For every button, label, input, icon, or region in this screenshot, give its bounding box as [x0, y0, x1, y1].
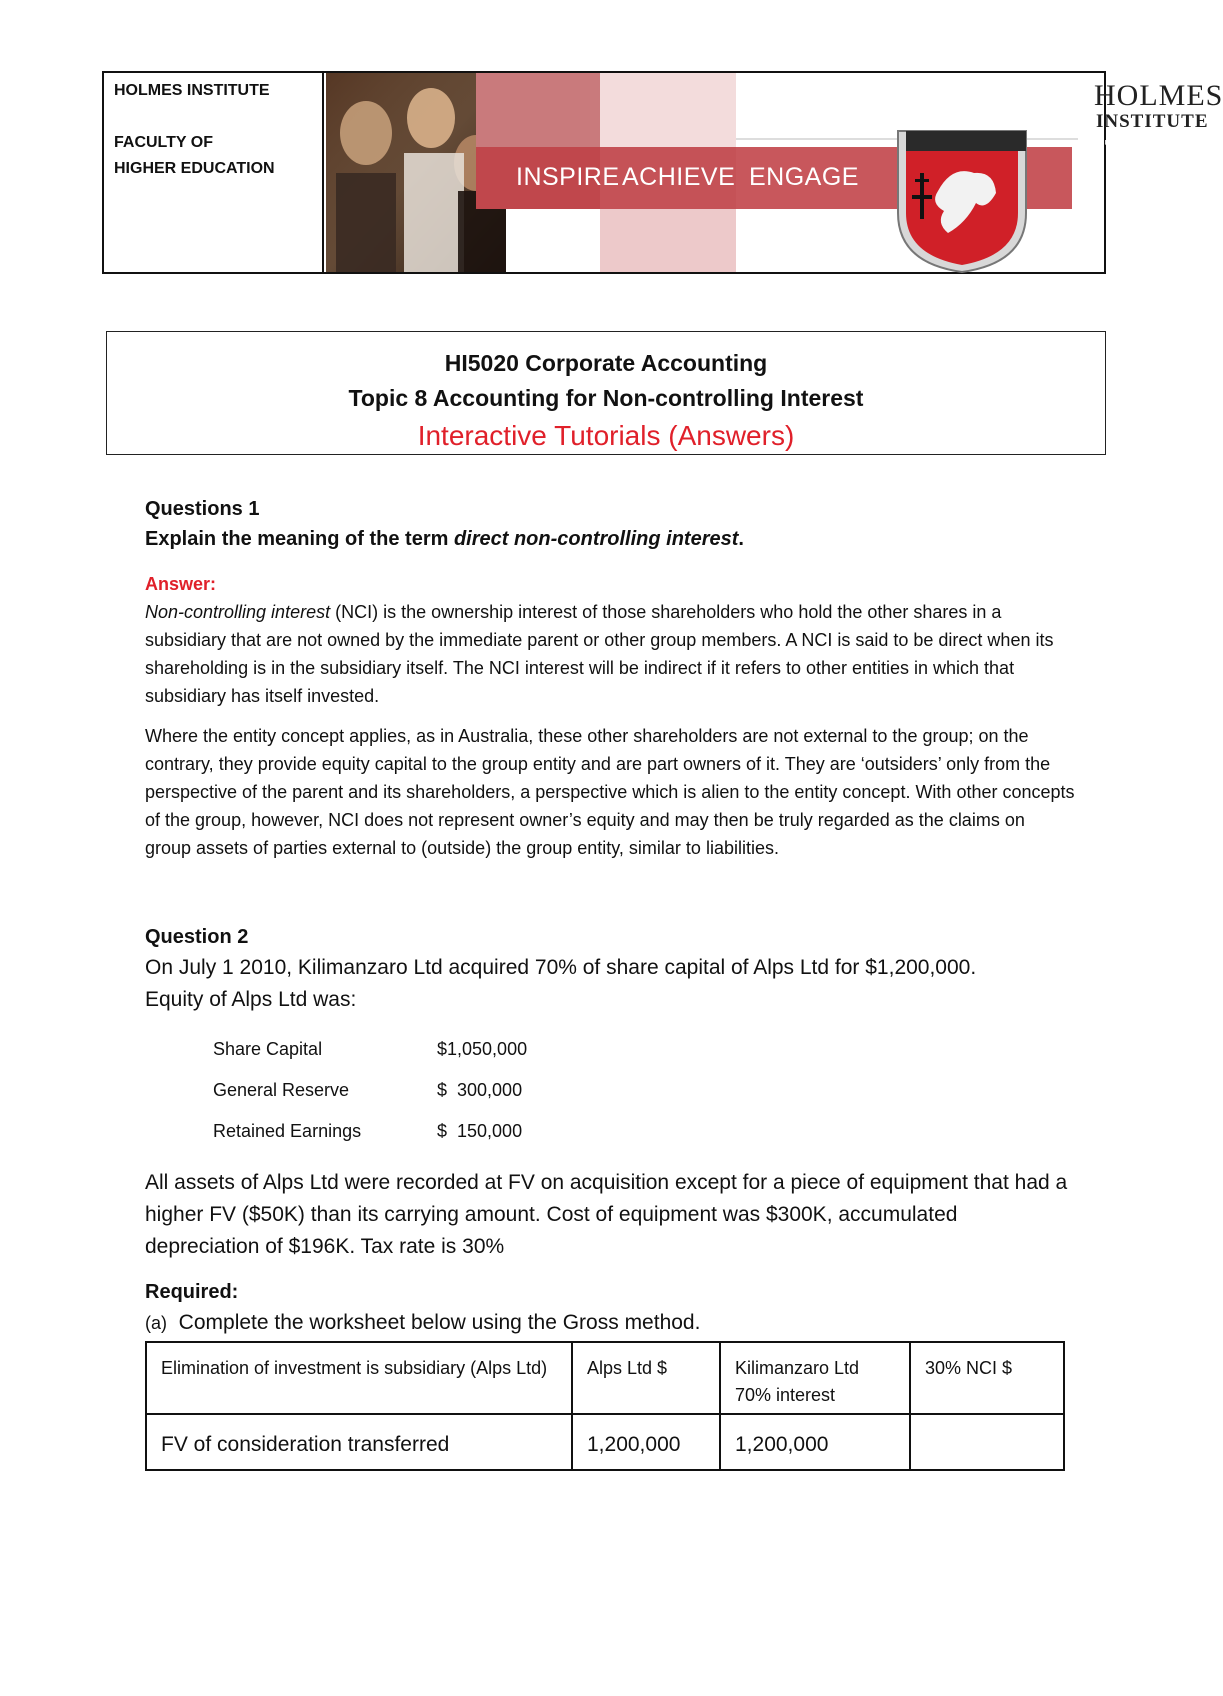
worksheet-header-cell: 30% NCI $ — [910, 1342, 1064, 1414]
slogan-engage: ENGAGE — [749, 163, 859, 191]
q1-prompt-prefix: Explain the meaning of the term — [145, 528, 454, 550]
institute-name: HOLMES INSTITUTE — [114, 82, 270, 99]
worksheet-cell: FV of consideration transferred — [146, 1414, 572, 1470]
worksheet-row — [146, 1414, 1064, 1470]
equity-value: $1,050,000 — [437, 1038, 528, 1059]
logo-motto: Cum Propris Suis Alis Volat — [1098, 137, 1208, 147]
institute-block — [104, 73, 324, 272]
banner-block — [476, 73, 600, 147]
faculty-line-2: HIGHER EDUCATION — [114, 160, 275, 177]
part-a-instruction — [145, 1307, 1075, 1339]
worksheet-header-cell: Kilimanzaro Ltd 70% interest — [720, 1342, 910, 1414]
answer-paragraph-2: Where the entity concept applies, as in Australia, these other shareholders are not external to the group; on the contrary, they provide equity capital to the group entity and are part owners of it. They are ‘outsiders’ only from the perspective of the parent and its shareholders, a perspective which is alien to the entity concept. With other concepts of the group, however, NCI does not represent owner’s equity and may then be truly regarded as the claims on group assets of parties external to (outside) the group entity, similar to liabilities. — [145, 726, 1075, 858]
tutorial-subtitle: Interactive Tutorials (Answers) — [417, 420, 795, 451]
answer-term: Non-controlling interest — [145, 602, 331, 622]
answer-paragraph-1-text: (NCI) is the ownership interest of those shareholders who hold the other shares in a subsidiary that are not owned by the immediate parent or other group members. A NCI is said to be direct when its shareholding is in the subsidiary itself. The NCI interest will be indirect if it refers to other entities in which that subsidiary has itself invested. — [145, 602, 1054, 706]
q2-intro-line-1: On July 1 2010, Kilimanzaro Ltd acquired 70% of share capital of Alps Ltd for $1,200,000. — [145, 956, 977, 979]
logo-wordmark: HOLMES — [1094, 79, 1223, 112]
answer-paragraph-1 — [145, 598, 1075, 710]
q1-prompt-term: direct non-controlling interest — [453, 528, 739, 550]
q2-assets-text: All assets of Alps Ltd were recorded at FV on acquisition except for a piece of equipment that had a higher FV ($50K) than its carrying amount. Cost of equipment was $300K, accumulated depreciation of $196K. Tax rate is 30% — [145, 1171, 1068, 1258]
course-title: HI5020 Corporate Accounting — [444, 350, 768, 376]
equity-label: General Reserve — [213, 1079, 350, 1100]
required-label: Required: — [145, 1281, 239, 1303]
slogan-achieve: ACHIEVE — [622, 163, 736, 191]
worksheet-header-cell: Alps Ltd $ — [572, 1342, 720, 1414]
header-banner — [102, 71, 1223, 274]
slogan-inspire: INSPIRE — [516, 163, 620, 191]
document-body — [145, 494, 1075, 1471]
equity-label: Retained Earnings — [213, 1120, 362, 1141]
worksheet-table — [145, 1341, 1065, 1471]
equity-row — [213, 1069, 527, 1110]
equity-table — [213, 1028, 527, 1151]
answer-label: Answer: — [145, 574, 217, 594]
equity-row — [213, 1110, 527, 1151]
equity-value: $ 300,000 — [437, 1079, 523, 1100]
topic-title: Topic 8 Accounting for Non-controlling Interest — [348, 385, 864, 411]
title-box — [106, 331, 1106, 455]
worksheet-header-row — [146, 1342, 1064, 1414]
worksheet-cell: 1,200,000 — [572, 1414, 720, 1470]
logo-subtitle: INSTITUTE — [1096, 111, 1209, 132]
worksheet-cell[interactable] — [910, 1414, 1064, 1470]
equity-label: Share Capital — [213, 1038, 323, 1059]
banner-artwork — [326, 73, 1223, 272]
equity-row — [213, 1028, 527, 1069]
part-a-letter: (a) — [145, 1313, 167, 1333]
q1-prompt-suffix: . — [738, 528, 744, 550]
q1-heading: Questions 1 — [145, 498, 260, 520]
q2-intro-line-2: Equity of Alps Ltd was: — [145, 988, 357, 1011]
equity-value: $ 150,000 — [437, 1120, 523, 1141]
worksheet-header-cell: Elimination of investment is subsidiary (Alps Ltd) — [146, 1342, 572, 1414]
q2-heading: Question 2 — [145, 926, 249, 948]
part-a-text: Complete the worksheet below using the Gross method. — [178, 1311, 701, 1334]
q1-prompt — [145, 524, 1075, 554]
worksheet-cell: 1,200,000 — [720, 1414, 910, 1470]
faculty-line-1: FACULTY OF — [114, 134, 213, 151]
